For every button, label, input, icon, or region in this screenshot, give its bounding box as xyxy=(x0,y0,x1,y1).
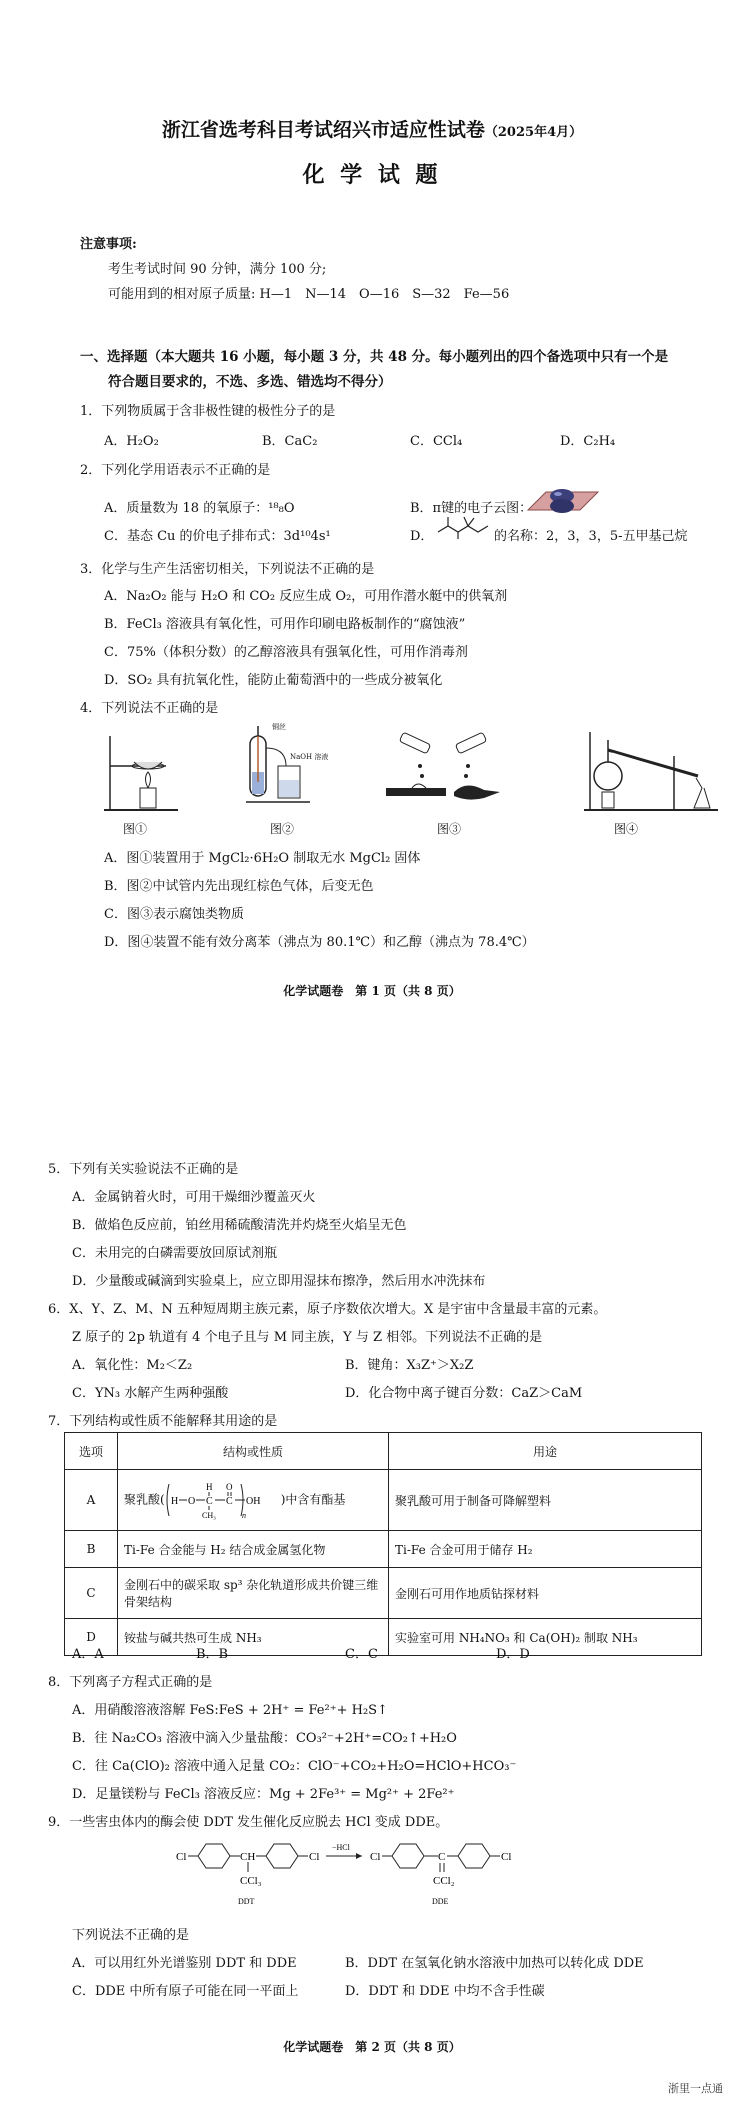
q2-option-a: A．质量数为 18 的氧原子：¹⁸₈O xyxy=(104,501,295,516)
q7-row-d-use: 实验室可用 NH₄NO₃ 和 Ca(OH)₂ 制取 NH₃ xyxy=(389,1619,702,1656)
q7-row-b-use: Ti-Fe 合金可用于储存 H₂ xyxy=(389,1531,702,1568)
q5-option-b: B．做焰色反应前，铂丝用稀硫酸清洗并灼烧至火焰呈无色 xyxy=(72,1218,407,1233)
skeletal-formula-figure xyxy=(436,514,492,540)
q7-option-a: A．A xyxy=(72,1647,104,1662)
figure-3-caption: 图③ xyxy=(437,822,462,836)
q9-prompt: 下列说法不正确的是 xyxy=(72,1928,190,1943)
figure-2-label-naoh: NaOH 溶液 xyxy=(290,753,329,761)
q6-option-d: D．化合物中离子键百分数：CaZ＞CaM xyxy=(345,1386,583,1401)
notice-line-1: 考生考试时间 90 分钟，满分 100 分; xyxy=(108,262,327,277)
q6-option-c: C．YN₃ 水解产生两种强酸 xyxy=(72,1386,229,1401)
q4-option-b: B．图②中试管内先出现红棕色气体，后变无色 xyxy=(104,879,374,894)
svg-text:CCl₃: CCl₃ xyxy=(240,1875,262,1887)
svg-text:Cl: Cl xyxy=(176,1851,187,1863)
q7-option-b: B．B xyxy=(196,1647,229,1662)
svg-text:CH: CH xyxy=(240,1851,256,1863)
svg-text:OH: OH xyxy=(245,1496,261,1507)
page-1-footer: 化学试题卷 第 1 页（共 8 页） xyxy=(283,984,461,998)
q3-option-c: C．75%（体积分数）的乙醇溶液具有强氧化性，可用作消毒剂 xyxy=(104,645,468,660)
q7-row-b-option: B xyxy=(65,1531,118,1568)
q7-header-use: 用途 xyxy=(389,1433,702,1470)
table-row xyxy=(65,1568,702,1619)
watermark: 浙里一点通 xyxy=(668,2082,723,2095)
svg-text:Cl: Cl xyxy=(309,1851,320,1863)
q4-option-a: A．图①装置用于 MgCl₂·6H₂O 制取无水 MgCl₂ 固体 xyxy=(104,851,421,866)
q6-option-a: A．氧化性：M₂＜Z₂ xyxy=(72,1358,193,1373)
q2-stem: 2．下列化学用语表示不正确的是 xyxy=(80,463,271,478)
q7-row-b-property: Ti-Fe 合金能与 H₂ 结合成金属氢化物 xyxy=(118,1531,389,1568)
exam-title-text: 浙江省选考科目考试绍兴市适应性试卷 xyxy=(161,119,485,141)
q9-option-b: B．DDT 在氢氧化钠水溶液中加热可以转化成 DDE xyxy=(345,1956,644,1971)
q7-option-c: C．C xyxy=(345,1647,378,1662)
table-row xyxy=(65,1531,702,1568)
q8-option-a: A．用硝酸溶液溶解 FeS:FeS + 2H⁺ = Fe²⁺+ H₂S↑ xyxy=(72,1703,388,1718)
figure-1-evaporation-apparatus xyxy=(96,726,186,814)
q7-row-a-option: A xyxy=(65,1470,118,1531)
page-2-footer: 化学试题卷 第 2 页（共 8 页） xyxy=(283,2040,461,2054)
figure-2-label-copper-wire: 铜丝 xyxy=(272,723,286,731)
q4-option-d: D．图④装置不能有效分离苯（沸点为 80.1℃）和乙醇（沸点为 78.4℃） xyxy=(104,935,535,950)
q4-stem: 4．下列说法不正确的是 xyxy=(80,701,219,716)
exam-title xyxy=(0,115,744,142)
ddt-to-dde-reaction-figure xyxy=(176,1834,576,1914)
q7-row-d-option: D xyxy=(65,1619,118,1656)
q1-option-a: A．H₂O₂ xyxy=(104,434,159,449)
figure-4-caption: 图④ xyxy=(614,822,639,836)
q7-row-a-use: 聚乳酸可用于制备可降解塑料 xyxy=(389,1470,702,1531)
figure-4-distillation-apparatus xyxy=(578,726,728,814)
q2-option-b: B．π键的电子云图： xyxy=(410,501,533,516)
q8-stem: 8．下列离子方程式正确的是 xyxy=(48,1675,213,1690)
exam-date: （2025年4月） xyxy=(484,125,583,140)
q7-table xyxy=(64,1432,702,1656)
q7-row-c-property: 金刚石中的碳采取 sp³ 杂化轨道形成共价键三维骨架结构 xyxy=(118,1568,389,1619)
svg-text:H: H xyxy=(205,1482,213,1492)
q3-stem: 3．化学与生产生活密切相关，下列说法不正确的是 xyxy=(80,562,375,577)
q7-row-c-option: C xyxy=(65,1568,118,1619)
q1-stem: 1．下列物质属于含非极性键的极性分子的是 xyxy=(80,404,336,419)
q4-option-c: C．图③表示腐蚀类物质 xyxy=(104,907,244,922)
q1-option-c: C．CCl₄ xyxy=(410,434,463,449)
svg-text:C: C xyxy=(225,1496,233,1507)
q3-option-d: D．SO₂ 具有抗氧化性，能防止葡萄酒中的一些成分被氧化 xyxy=(104,673,443,688)
q2-option-c: C．基态 Cu 的价电子排布式：3d¹⁰4s¹ xyxy=(104,529,331,544)
figure-1-caption: 图① xyxy=(123,822,148,836)
q7-table-header-row xyxy=(65,1433,702,1470)
q7-row-a-property xyxy=(118,1470,389,1531)
pi-bond-electron-cloud-figure xyxy=(522,486,600,516)
q6-stem-line-2: Z 原子的 2p 轨道有 4 个电子且与 M 同主族，Y 与 Z 相邻。下列说法不正确的是 xyxy=(72,1330,543,1345)
q7-row-a-property-pre: 聚乳酸( xyxy=(124,1492,165,1507)
svg-text:CCl₂: CCl₂ xyxy=(433,1875,455,1887)
exam-subtitle: 化 学 试 题 xyxy=(302,162,442,188)
svg-text:O: O xyxy=(225,1482,233,1492)
svg-text:Cl: Cl xyxy=(501,1851,512,1863)
table-row xyxy=(65,1619,702,1656)
q5-option-d: D．少量酸或碱滴到实验桌上，应立即用湿抹布擦净，然后用水冲洗抹布 xyxy=(72,1274,486,1289)
svg-text:Cl: Cl xyxy=(370,1851,381,1863)
svg-text:C: C xyxy=(438,1851,446,1863)
q6-option-b: B．键角：X₃Z⁺＞X₂Z xyxy=(345,1358,474,1373)
q7-row-c-use: 金刚石可用作地质钻探材料 xyxy=(389,1568,702,1619)
q9-option-d: D．DDT 和 DDE 中均不含手性碳 xyxy=(345,1984,545,1999)
svg-text:n: n xyxy=(241,1511,246,1520)
notice-line-2: 可能用到的相对原子质量: H—1 N—14 O—16 S—32 Fe—56 xyxy=(108,287,510,302)
svg-text:H: H xyxy=(170,1496,178,1507)
q7-option-d: D．D xyxy=(496,1647,530,1662)
svg-text:O: O xyxy=(187,1496,195,1507)
q6-stem-line-1: 6．X、Y、Z、M、N 五种短周期主族元素，原子序数依次增大。X 是宇宙中含量最丰富的元素。 xyxy=(48,1302,607,1317)
section-1-line-2: 符合题目要求的，不选、多选、错选均不得分） xyxy=(108,374,392,390)
q7-row-a-property-post: )中含有酯基 xyxy=(280,1492,346,1507)
q7-header-property: 结构或性质 xyxy=(118,1433,389,1470)
q8-option-b: B．往 Na₂CO₃ 溶液中滴入少量盐酸：CO₃²⁻+2H⁺=CO₂↑+H₂O xyxy=(72,1731,457,1746)
q8-option-c: C．往 Ca(ClO)₂ 溶液中通入足量 CO₂：ClO⁻+CO₂+H₂O=HClO+HCO₃⁻ xyxy=(72,1759,517,1774)
svg-text:C: C xyxy=(205,1496,213,1507)
q5-option-a: A．金属钠着火时，可用干燥细沙覆盖灭火 xyxy=(72,1190,316,1205)
q7-stem: 7．下列结构或性质不能解释其用途的是 xyxy=(48,1414,278,1429)
q9-option-a: A．可以用红外光谱鉴别 DDT 和 DDE xyxy=(72,1956,297,1971)
q1-option-b: B．CaC₂ xyxy=(262,434,318,449)
svg-text:CH₃: CH₃ xyxy=(201,1511,216,1520)
section-1-line-1: 一、选择题（本大题共 16 小题，每小题 3 分，共 48 分。每小题列出的四个备选项中只有一个是 xyxy=(80,349,669,365)
ddt-label: DDT xyxy=(238,1897,255,1906)
q5-option-c: C．未用完的白磷需要放回原试剂瓶 xyxy=(72,1246,277,1261)
q3-option-b: B．FeCl₃ 溶液具有氧化性，可用作印刷电路板制作的“腐蚀液” xyxy=(104,617,466,632)
q2-option-d-tail: 的名称：2，3，3，5-五甲基己烷 xyxy=(494,529,688,544)
q8-option-d: D．足量镁粉与 FeCl₃ 溶液反应：Mg + 2Fe³⁺ = Mg²⁺ + 2Fe²⁺ xyxy=(72,1787,455,1802)
figure-2-test-tube-apparatus xyxy=(240,722,336,814)
q3-option-a: A．Na₂O₂ 能与 H₂O 和 CO₂ 反应生成 O₂，可用作潜水艇中的供氧剂 xyxy=(104,589,508,604)
q9-option-c: C．DDE 中所有原子可能在同一平面上 xyxy=(72,1984,299,1999)
polylactic-acid-structure xyxy=(165,1480,281,1520)
figure-2-caption: 图② xyxy=(270,822,295,836)
q2-option-d: D． xyxy=(410,529,434,544)
q5-stem: 5．下列有关实验说法不正确的是 xyxy=(48,1162,239,1177)
reaction-condition-label: −HCl xyxy=(332,1843,350,1852)
table-row xyxy=(65,1470,702,1531)
q1-option-d: D．C₂H₄ xyxy=(560,434,616,449)
dde-label: DDE xyxy=(432,1897,449,1906)
q7-header-option: 选项 xyxy=(65,1433,118,1470)
q9-stem: 9．一些害虫体内的酶会使 DDT 发生催化反应脱去 HCl 变成 DDE。 xyxy=(48,1815,449,1830)
figure-3-corrosive-symbol xyxy=(382,732,512,810)
notice-heading: 注意事项: xyxy=(80,237,137,252)
q7-row-d-property: 铵盐与碱共热可生成 NH₃ xyxy=(118,1619,389,1656)
